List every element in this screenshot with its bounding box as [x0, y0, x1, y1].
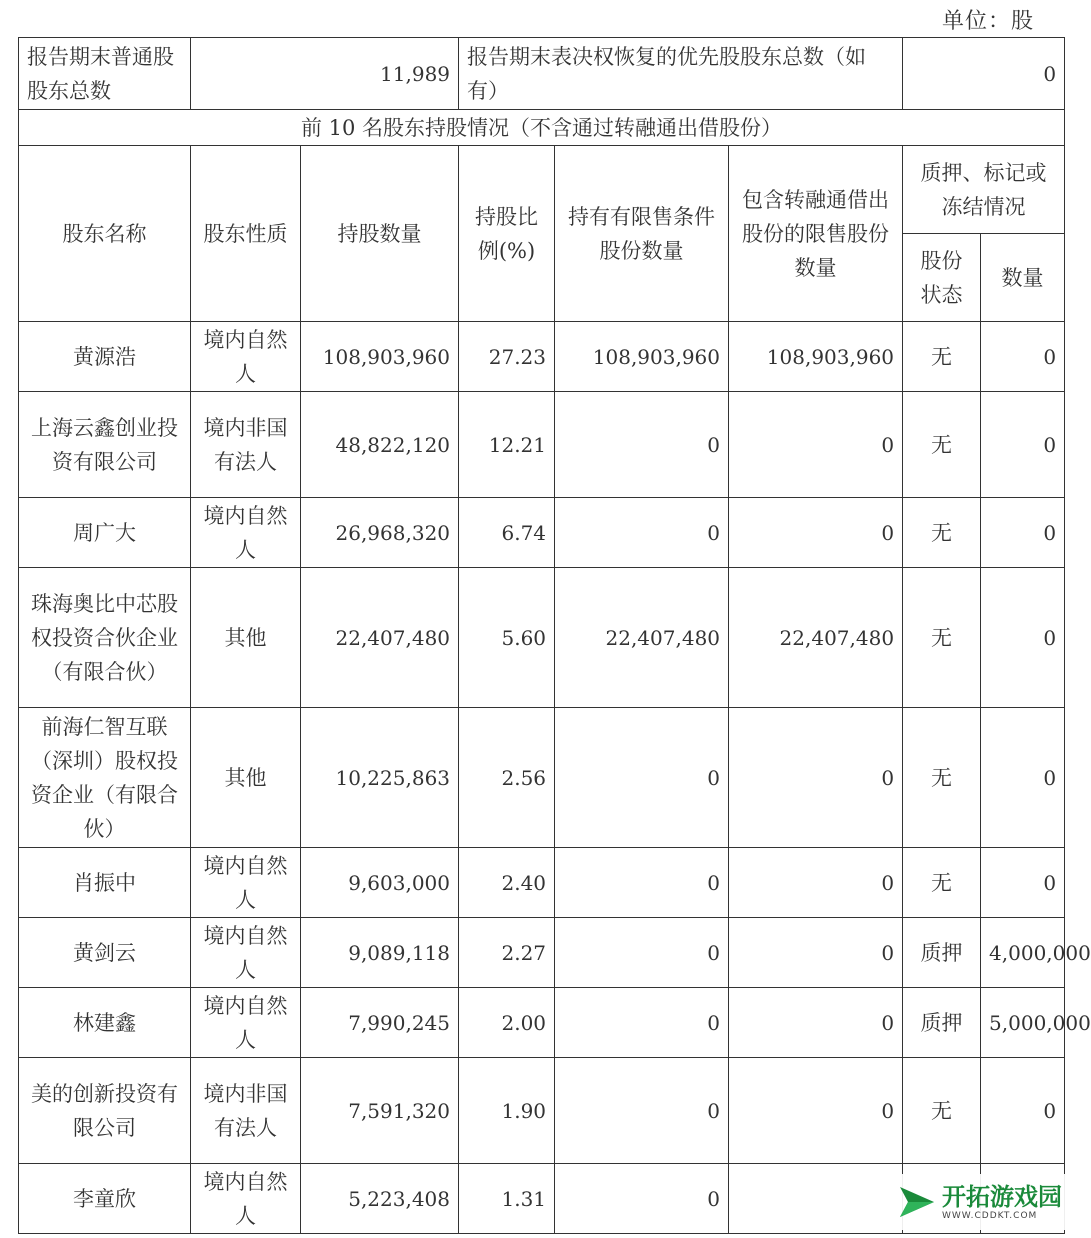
cell-pledge-amount: 0	[981, 322, 1065, 392]
cell-nature: 境内自然人	[191, 988, 301, 1058]
cell-pledge-status: 无	[903, 322, 981, 392]
cell-pledge-amount: 0	[981, 392, 1065, 498]
cell-nature: 境内自然人	[191, 918, 301, 988]
watermark-url: WWW.CDDKT.COM	[942, 1211, 1038, 1221]
header-ratio: 持股比例(%)	[459, 146, 555, 322]
cell-name: 林建鑫	[19, 988, 191, 1058]
cell-nature: 其他	[191, 708, 301, 848]
cell-shares: 9,603,000	[301, 848, 459, 918]
cell-ratio: 5.60	[459, 568, 555, 708]
cell-restricted-lent: 0	[729, 918, 903, 988]
cell-pledge-amount: 0	[981, 568, 1065, 708]
cell-restricted: 0	[555, 918, 729, 988]
cell-restricted-lent: 0	[729, 708, 903, 848]
cell-ratio: 1.90	[459, 1058, 555, 1164]
cell-restricted: 0	[555, 988, 729, 1058]
header-pledge-amount: 数量	[981, 234, 1065, 322]
cell-ratio: 6.74	[459, 498, 555, 568]
cell-name: 肖振中	[19, 848, 191, 918]
cell-name: 李童欣	[19, 1164, 191, 1234]
cell-nature: 境内自然人	[191, 322, 301, 392]
cell-pledge-amount: 0	[981, 848, 1065, 918]
cell-pledge-status: 质押	[903, 918, 981, 988]
table-row	[19, 1058, 1065, 1164]
cell-name: 上海云鑫创业投资有限公司	[19, 392, 191, 498]
watermark-title: 开拓游戏园	[942, 1183, 1062, 1211]
table-row	[19, 498, 1065, 568]
cell-restricted: 0	[555, 498, 729, 568]
cell-restricted: 0	[555, 392, 729, 498]
cell-shares: 26,968,320	[301, 498, 459, 568]
cell-restricted-lent: 108,903,960	[729, 322, 903, 392]
cell-name: 美的创新投资有限公司	[19, 1058, 191, 1164]
cell-pledge-amount: 0	[981, 498, 1065, 568]
cell-restricted-lent	[729, 1164, 903, 1234]
cell-shares: 10,225,863	[301, 708, 459, 848]
header-restricted-lent: 包含转融通借出股份的限售股份数量	[729, 146, 903, 322]
cell-ratio: 12.21	[459, 392, 555, 498]
shareholder-table	[18, 37, 1091, 1234]
cell-shares: 9,089,118	[301, 918, 459, 988]
cell-shares: 22,407,480	[301, 568, 459, 708]
cell-restricted-lent: 0	[729, 848, 903, 918]
cell-ratio: 1.31	[459, 1164, 555, 1234]
cell-nature: 境内非国有法人	[191, 1058, 301, 1164]
section-title-row	[19, 110, 1065, 146]
cell-ratio: 27.23	[459, 322, 555, 392]
cell-restricted-lent: 0	[729, 1058, 903, 1164]
cell-pledge-status: 无	[903, 708, 981, 848]
cell-restricted: 108,903,960	[555, 322, 729, 392]
table-row	[19, 848, 1065, 918]
cell-restricted-lent: 0	[729, 498, 903, 568]
cell-restricted: 0	[555, 848, 729, 918]
cell-shares: 5,223,408	[301, 1164, 459, 1234]
cell-name: 周广大	[19, 498, 191, 568]
cell-nature: 境内自然人	[191, 498, 301, 568]
cell-pledge-status: 无	[903, 498, 981, 568]
cell-ratio: 2.00	[459, 988, 555, 1058]
table-row	[19, 988, 1065, 1058]
cell-pledge-status: 质押	[903, 988, 981, 1058]
cell-restricted: 22,407,480	[555, 568, 729, 708]
cell-pledge-amount: 0	[981, 1058, 1065, 1164]
cell-ratio: 2.56	[459, 708, 555, 848]
cell-shares: 48,822,120	[301, 392, 459, 498]
table-row	[19, 568, 1065, 708]
cell-name: 前海仁智互联（深圳）股权投资企业（有限合伙）	[19, 708, 191, 848]
cell-restricted: 0	[555, 1164, 729, 1234]
cell-shares: 7,990,245	[301, 988, 459, 1058]
cell-ratio: 2.40	[459, 848, 555, 918]
summary-row	[19, 38, 1065, 110]
header-restricted: 持有有限售条件股份数量	[555, 146, 729, 322]
header-nature: 股东性质	[191, 146, 301, 322]
cell-nature: 境内自然人	[191, 848, 301, 918]
cell-pledge-amount: 4,000,000	[981, 918, 1065, 988]
cell-pledge-status: 无	[903, 1058, 981, 1164]
cell-pledge-status: 无	[903, 392, 981, 498]
table-row	[19, 918, 1065, 988]
header-row	[19, 146, 1065, 234]
cell-ratio: 2.27	[459, 918, 555, 988]
summary-value-left: 11,989	[191, 38, 459, 110]
cell-name: 珠海奥比中芯股权投资合伙企业（有限合伙）	[19, 568, 191, 708]
cell-restricted-lent: 22,407,480	[729, 568, 903, 708]
unit-label: 单位：股	[941, 9, 1034, 34]
header-shares: 持股数量	[301, 146, 459, 322]
cell-nature: 境内非国有法人	[191, 392, 301, 498]
table-row	[19, 708, 1065, 848]
watermark-logo-icon	[896, 1181, 938, 1223]
header-name: 股东名称	[19, 146, 191, 322]
summary-value-right: 0	[903, 38, 1065, 110]
watermark	[896, 1174, 1072, 1230]
cell-restricted: 0	[555, 708, 729, 848]
section-title: 前 10 名股东持股情况（不含通过转融通出借股份）	[19, 110, 1065, 146]
cell-nature: 其他	[191, 568, 301, 708]
cell-pledge-amount: 5,000,000	[981, 988, 1065, 1058]
cell-nature: 境内自然人	[191, 1164, 301, 1234]
cell-name: 黄源浩	[19, 322, 191, 392]
cell-restricted-lent: 0	[729, 988, 903, 1058]
table-row	[19, 322, 1065, 392]
cell-name: 黄剑云	[19, 918, 191, 988]
header-pledge-status: 股份状态	[903, 234, 981, 322]
table-row	[19, 392, 1065, 498]
cell-shares: 108,903,960	[301, 322, 459, 392]
cell-restricted-lent: 0	[729, 392, 903, 498]
header-pledge-group: 质押、标记或冻结情况	[903, 146, 1065, 234]
cell-pledge-amount: 0	[981, 708, 1065, 848]
cell-shares: 7,591,320	[301, 1058, 459, 1164]
cell-pledge-status: 无	[903, 848, 981, 918]
summary-label-left: 报告期末普通股股东总数	[19, 38, 191, 110]
cell-pledge-status: 无	[903, 568, 981, 708]
cell-restricted: 0	[555, 1058, 729, 1164]
summary-label-right: 报告期末表决权恢复的优先股股东总数（如有）	[459, 38, 903, 110]
